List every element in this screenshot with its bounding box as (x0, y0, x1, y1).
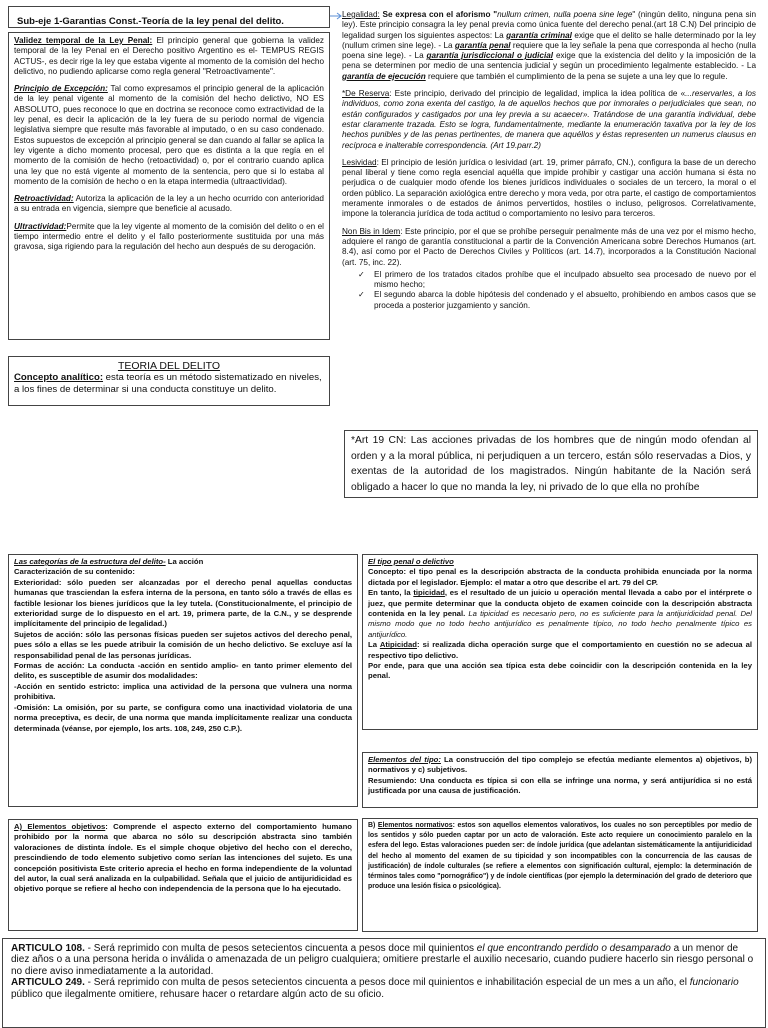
garantia-penal: garantía penal (454, 40, 511, 50)
articulo-108-italic: el que encontrando perdido o desamparado (476, 943, 671, 954)
elementos-box (362, 752, 758, 808)
elementos-text: La construcción del tipo complejo se efectúa mediante elementos a) objetivos, b) normativos y c) subjetivos. (368, 755, 752, 775)
reserva-italic: ...reservarles, a los individuos, como zona exenta del castigo, la de aquellos hechos que por inmorales o perjudiciales que sean, no están configurados y castigados por una ley previa a su acaecer». Tratándose de una garantía individual, debe estar claramente trazada. Esto se logra, fundamentalmente, mediante la enumeración taxativa por la ley de los hechos punibles y de las penas pertinentes, de manera que aquéllos y éstas representen un numerus clausus en recíproca e inalterable correspondencia. (Art 19.parr.2) (342, 89, 756, 150)
validez-paragraph (14, 36, 324, 77)
categorias-line: -Acción en sentido estricto: implica una actividad de la persona que vulnera una norma prohibitiva. (14, 681, 352, 702)
legalidad-c: exige que el delito se halle determinado por la ley (nullum crimen sine lege). - La (342, 30, 756, 50)
categorias-line: Sujetos de acción: sólo las personas físicas pueden ser sujetos activos del derecho penal, pues sólo a ellas se les puede atribuir la comisión de un hecho delictivo. Se excluye así la responsabilidad penal de las personas jurídicas. (14, 629, 352, 660)
tipicidad-a: En tanto, la (368, 588, 414, 598)
categorias-title-line (14, 557, 352, 567)
retro-text: Autoriza la aplicación de la ley a un hecho ocurrido con anterioridad a su entrada en vigencia, siempre que beneficie al acusado. (14, 194, 324, 214)
teoria-concepto (14, 372, 324, 395)
legalidad-e: exige que la existencia del delito y la imposición de la pena se determinen por medio de una sentencia judicial y según un procedimiento legalmente establecido. - La (342, 51, 756, 71)
tipo-title-line (368, 557, 752, 567)
legalidad-paragraph (342, 10, 756, 82)
articulo-108-title: ARTICULO 108. (11, 943, 85, 954)
ultra-paragraph (14, 222, 324, 253)
nonbis-title: Non Bis in Idem (342, 226, 401, 236)
articulo-108-b: a un menor de diez años o a una persona herida o inválida o amenazada de un peligro cualquiera; omitiere prestarle el auxilio necesario, cuando pudiere hacerlo sin riesgo personal o no diere aviso inmediatamente a la autoridad. (11, 943, 754, 977)
legalidad-d: requiere que la ley señale la pena que corresponda al hecho (nulla poena sine lege). - La (342, 40, 756, 61)
categorias-box (8, 554, 358, 807)
nonbis-list (342, 270, 756, 311)
teoria-concepto-title: Concepto analítico: (14, 372, 104, 383)
teoria-title: TEORIA DEL DELITO (117, 360, 221, 372)
articulo-108-a: - Será reprimido con multa de pesos setecientos cincuenta a pesos doce mil quinientos (84, 943, 477, 954)
tipo-penal-box (362, 554, 758, 730)
objetivos-text: : Comprende el aspecto externo del comportamiento humano prohibido por la norma que abarca no sólo su descripción abstracta sino también valoraciones de distinta índole. Es el simple choque objetivo del hecho con el derecho, prescindiendo de todo elemento subjetivo como serían las intenciones del sujeto. Es una concepción positivista Este criterio aprecia el hecho en forma independiente de la voluntad del autor, la cual será analizada en la culpabilidad. Señala que el juicio de antijuridicidad es objetivo porque se refiere al hecho con independencia de la persona que lo ha ejecutado. (14, 822, 352, 894)
categorias-line: Caracterización de su contenido: (14, 567, 135, 577)
articulo-249-italic: funcionario (689, 977, 739, 989)
atipicidad-word: Atipicidad (379, 640, 417, 650)
categorias-title: Las categorías de la estructura del delito- (14, 557, 166, 566)
teoria-concepto-text: esta teoría es un método sistematizado en niveles, a los fines de determinar si una conducta constituye un delito. (14, 372, 322, 395)
lesividad-title: Lesividad (342, 157, 377, 167)
articulo-108 (11, 943, 757, 977)
legalidad-title: Legalidad: (342, 10, 380, 19)
normativos-paragraph (368, 821, 752, 892)
art19-text: *Art 19 CN: Las acciones privadas de los hombres que de ningún modo ofendan al orden y a la moral pública, ni perjudiquen a un tercero, están sólo reservadas a Dios, y exentas de la autoridad de los magistrados. Ningún habitante de la Nación será obligado a hacer lo que no manda la ley, ni privado de lo que ella no prohíbe (351, 435, 751, 493)
nonbis-item (342, 270, 756, 291)
reserva-paragraph (342, 89, 756, 151)
validez-text: El principio general que gobierna la validez temporal de la ley Penal en el Derecho positivo Argentino es el- TEMPUS REGIS ACTUS-, es decir rige la ley que estaba vigente al momento de la comisión del hecho delictivo, no pudiendo aplicarse como regla general "Retroactivamente". (14, 36, 324, 76)
categorias-line: -Omisión: La omisión, por su parte, se configura como una inactividad violatoria de una norma preceptiva, es decir, de una norma que manda implícitamente realizar una conducta determinada (véanse, por ejemplo, los arts. 108, 249, 250 C.P.). (14, 702, 352, 733)
objetivos-box (8, 819, 358, 931)
lesividad-paragraph (342, 158, 756, 220)
checkmark-icon: ✓ (358, 269, 365, 279)
right-principles (342, 10, 756, 412)
subeje-title: Sub-eje 1-Garantias Const.-Teoría de la ley penal del delito. (17, 16, 284, 27)
excepcion-paragraph (14, 84, 324, 187)
nonbis-item (342, 290, 756, 311)
tipicidad-word: tipicidad (413, 588, 445, 598)
normativos-text: : estos son aquellos elementos valorativos, los cuales no son perceptibles por medio de los sentidos y sólo pueden captar por un acto de valoración. Este acto requiere un conocimiento paralelo en la esfera del lego. Estas valoraciones pueden ser: de índole jurídica (que adelantan sistemáticamente la antijuridicidad del hecho al momento del examen de su tipicidad y son incompatibles con la concurrencia de las causas de justificación) de índole culturales (se refiere a elementos con significación cultural, ejemplo: la determinación de términos tales como "pornográfico") y de índole científicas (por ejemplo la determinación del grado de deterioro que produce una lesión física o psicológica). (368, 822, 752, 891)
elementos-paragraph (368, 755, 752, 776)
articulo-249-a: - Será reprimido con multa de pesos setecientos cincuenta a pesos doce mil quinientos e inhabilitación especial de un mes a un año, el (84, 977, 690, 989)
atipicidad-b: : si realizada dicha operación surge que el comportamiento en cuestión no se adecua al respectivo tipo delictivo. (368, 640, 752, 660)
tipo-porende: Por ende, para que una acción sea típica esta debe coincidir con la descripción contenida en la ley penal. (368, 661, 752, 681)
elementos-resumen: Resumiendo: Una conducta es típica si con ella se infringe una norma, y será antijurídica si no está justificada por una causa de justificación. (368, 775, 752, 796)
categorias-line: Formas de acción: La conducta -acción en sentido amplio- en tanto primer elemento del delito, es susceptible de asumir dos modalidades: (14, 661, 352, 681)
articulos-box (2, 938, 766, 1028)
nonbis-text: : Este principio, por el que se prohíbe perseguir penalmente más de una vez por el mismo hecho, adquiere el rango de garantía constitucional a partir de la Convención Americana sobre Derechos Humanos (art. 8.4), así como por el Pacto de Derechos Civiles y Políticos (art. 14.7), incorporados a la Constitución Nacional (art. 75, inc. 22). (342, 226, 756, 267)
legalidad-b: " (ningún delito, ninguna pena sin ley). Este principio consagra la ley penal previa como única fuente del derecho penal.(art 18 C.N) Del principio de legalidad surgen los siguientes aspectos: La (342, 10, 756, 40)
subeje-header-box (8, 6, 330, 28)
tipo-title: El tipo penal o delictivo (368, 557, 454, 566)
objetivos-title: A) Elementos objetivos (14, 822, 106, 831)
checkmark-icon: ✓ (358, 290, 365, 300)
garantia-criminal: garantía criminal (506, 30, 572, 40)
excepcion-text: Tal como expresamos el principio general de la aplicación de la ley penal vigente al momento de la comisión del hecho delictivo, NO ES ABSOLUTO, pues reconoce lo que en doctrina se reconoce como extractividad de la ley penal, es decir la aplicación de la ley fuera de su periodo normal de vigencia legislativa siempre que resulte más favorable al imputado, o en su caso condenado. Estos supuestos de excepción al principio general se dan cuando al fallar se aplica la ley vigente a dicho momento procesal, pero que es distinta a la que regía en el momento de la comisión de hecho (retoactividad) o, por el contrario cuando aplica una ley que no está vigente al momento de la sentencia, pero que si lo estaba al momento de la comisión de hecho o en la etapa intermedia (ultraactividad). (14, 84, 324, 186)
excepcion-title: Principio de Excepción: (14, 84, 108, 94)
art19-box (344, 430, 758, 498)
atipicidad-a: La (368, 640, 380, 650)
nonbis-paragraph (342, 227, 756, 268)
left-principles-box (8, 32, 330, 340)
categorias-title-rest: La acción (165, 557, 204, 566)
reserva-title: *De Reserva (342, 89, 390, 99)
tipicidad-b: , es el resultado de un juicio u operación mental llevada a cabo por el intérprete o juez, que permite determinar que la conducta objeto de examen coincide con la descripción abstracta contenida en la ley penal. (368, 588, 752, 619)
normativos-label: B) (368, 822, 378, 829)
teoria-box (8, 356, 330, 406)
nonbis-item-text: El primero de los tratados citados prohíbe que el inculpado absuelto sea procesado de nuevo por el mismo hecho; (374, 269, 756, 290)
garantia-ejecucion: garantía de ejecución (342, 71, 426, 81)
legalidad-a: Se expresa con el aforismo " (379, 10, 498, 19)
tipicidad-paragraph (368, 588, 752, 640)
garantia-jurisdiccional: garantía jurisdiccional o judicial (426, 51, 554, 61)
tipo-concepto: Concepto: el tipo penal es la descripción abstracta de la conducta prohibida enunciada por la norma dictada por el legislador. Ejemplo: el matar a otro que describe el art. 79 del CP. (368, 567, 752, 587)
lesividad-text: : El principio de lesión jurídica o lesividad (art. 19, primer párrafo, CN.), configura la base de un derecho penal liberal y tiene como regla esencial aquélla que impide prohibir y castigar una acción humana si ésta no perjudica o de cualquier modo ofende los bienes jurídicos individuales o sociales de un tercero, la moral o el orden público. La separación axiológica entre derecho y mora veda, por otra parte, el castigo de comportamientos meramente inmorales o de estados de ánimos pervertidos, hostiles o incluso, peligrosos. Correlativamente, impone la tolerancia jurídica de toda actitud o comportamiento no lesivo para terceros. (342, 157, 756, 219)
ultra-text: Permite que la ley vigente al momento de la comisión del delito o en el tiempo intermedio entre el delito y el fallo posteriormente sustituida por una más gravosa, siga rigiendo para la regulación del hecho aun después de su derogación. (14, 221, 324, 252)
objetivos-paragraph (14, 822, 352, 895)
articulo-249-b: público que ilegalmente omitiere, rehusare hacer o retardare algún acto de su oficio. (11, 988, 384, 1000)
legalidad-f: requiere que también el cumplimiento de la pena se sujete a una ley que lo regule. (425, 71, 728, 81)
elementos-title: Elementos del tipo: (368, 755, 441, 764)
tipicidad-italic: La tipicidad es necesario pero, no es suficiente para la antijuridicidad penal. Del mismo modo que no todo hecho antijurídico es penalmente típico, no todo hecho penalmente típico es antijurídico. (368, 609, 752, 639)
legalidad-latin: nullum crimen, nulla poena sine lege (497, 10, 633, 19)
normativos-title: Elementos normativos (377, 822, 453, 829)
nonbis-item-text: El segundo abarca la doble hipótesis del condenado y el absuelto, prohibiendo en ambos casos que se proceda a posterior juzgamiento y sanción. (374, 290, 756, 310)
validez-title: Validez temporal de la Ley Penal: (14, 36, 153, 45)
categorias-line: Exterioridad: sólo pueden ser alcanzadas por el derecho penal aquellas conductas humanas que trasciendan la esfera interna de la persona, en tanto sólo a través de ellas es factible lesionar los bienes jurídicos que la ley tutela. (Constitucionalmente, el principio de exterioridad surge de lo dispuesto en el art. 19, primera parte, de la C.N., y se desprende implícitamente del principio de legalidad.) (14, 577, 352, 629)
atipicidad-paragraph (368, 640, 752, 661)
ultra-title: Ultractividad: (14, 221, 67, 231)
retro-paragraph (14, 194, 324, 215)
articulo-249-title: ARTICULO 249. (11, 977, 85, 989)
normativos-box (362, 818, 758, 932)
reserva-a: : Este principio, derivado del principio de legalidad, implica la idea política de « (389, 89, 686, 99)
articulo-249 (11, 977, 757, 1000)
retro-title: Retroactividad: (14, 194, 74, 204)
